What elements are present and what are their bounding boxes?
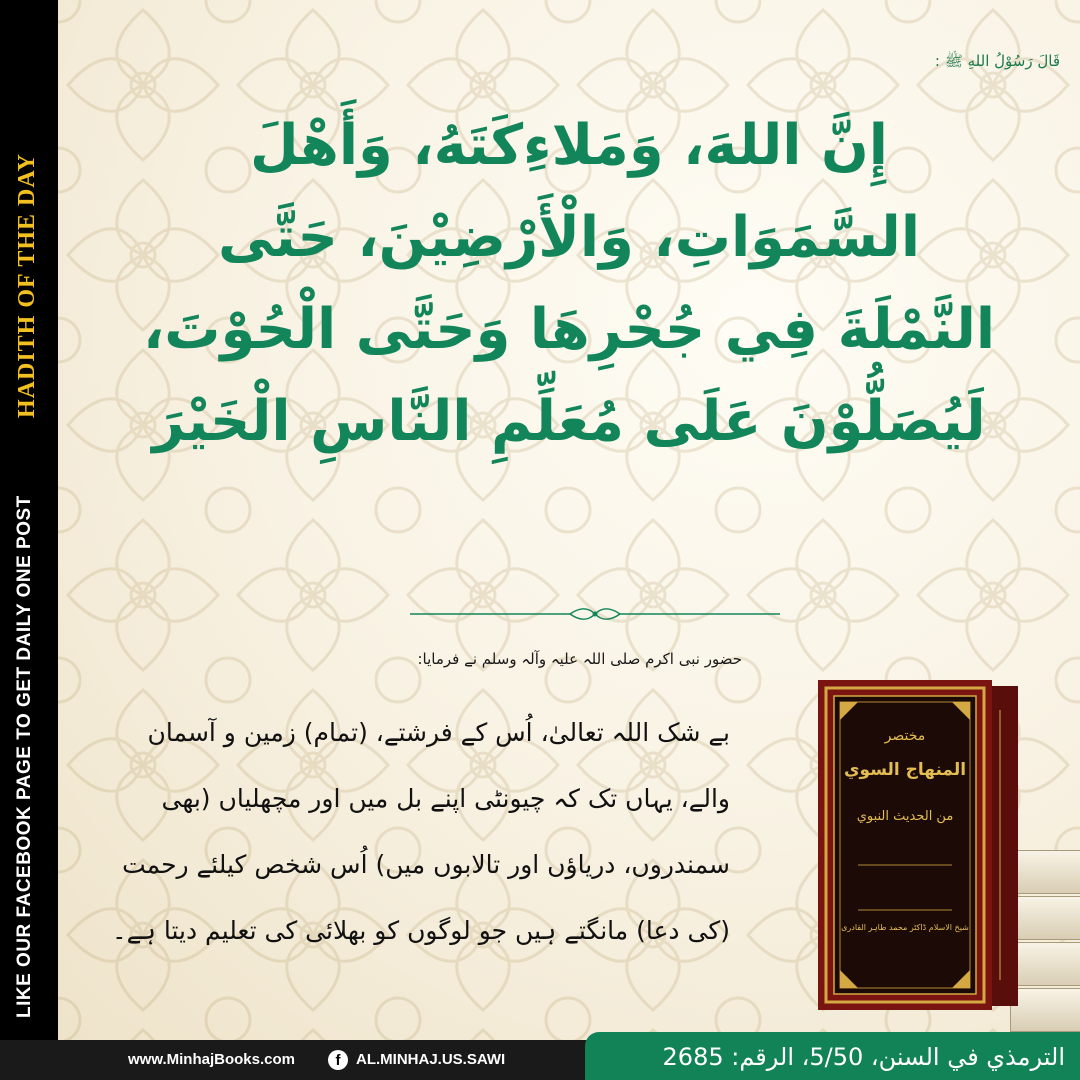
book-author: شیخ الاسلام ڈاکٹر محمد طاہر القادری bbox=[841, 923, 969, 932]
urdu-translation-line: والے، یہاں تک کہ چیونٹی اپنے بل میں اور مچھلیاں (بھی bbox=[161, 784, 730, 813]
hadith-arabic-line: السَّمَوَاتِ، وَالْأَرْضِيْنَ، حَتَّى bbox=[217, 205, 921, 270]
hadith-arabic-line: لَيُصَلُّوْنَ عَلَى مُعَلِّمِ النَّاسِ الْخَيْرَ bbox=[152, 389, 986, 454]
facebook-icon: f bbox=[328, 1050, 348, 1070]
facebook-handle-link[interactable]: AL.MINHAJ.US.SAWI bbox=[356, 1051, 506, 1068]
book-pages-stack bbox=[1010, 988, 1080, 1032]
facebook-cta-text: LIKE OUR FACEBOOK PAGE TO GET DAILY ONE POST bbox=[14, 495, 35, 1018]
book-title-main: المنهاج السوي bbox=[843, 760, 967, 780]
book-title-top: مختصر bbox=[884, 728, 926, 744]
urdu-translation-line: (کی دعا) مانگتے ہیں جو لوگوں کو بھلائی کی تعلیم دیتا ہے۔ bbox=[111, 916, 730, 945]
side-banner-text bbox=[0, 0, 58, 1080]
hadith-of-the-day-title: HADITH OF THE DAY bbox=[14, 153, 40, 418]
book-pages-stack bbox=[1010, 942, 1080, 986]
ornamental-divider bbox=[410, 607, 780, 621]
urdu-intro: حضور نبی اکرم صلی اللہ علیہ وآلہ وسلم نے فرمایا: bbox=[417, 650, 742, 668]
arabic-intro: قَالَ رَسُوْلُ اللهِ ﷺ : bbox=[934, 52, 1060, 70]
website-link[interactable]: www.MinhajBooks.com bbox=[128, 1051, 295, 1068]
urdu-translation-line: بے شک اللہ تعالیٰ، اُس کے فرشتے، (تمام) زمین و آسمان bbox=[147, 718, 730, 747]
footer-left bbox=[0, 1040, 620, 1080]
urdu-translation-line: سمندروں، دریاؤں اور تالابوں میں) اُس شخص کیلئے رحمت bbox=[122, 850, 730, 879]
hadith-arabic-line: إِنَّ اللهَ، وَمَلاءِكَتَهُ، وَأَهْلَ bbox=[250, 113, 888, 178]
book-cover bbox=[818, 680, 1018, 1010]
hadith-reference: الترمذي في السنن، 5/50، الرقم: 2685 bbox=[662, 1043, 1065, 1071]
hadith-arabic-text bbox=[90, 100, 1048, 468]
book-pages-stack bbox=[1010, 850, 1080, 894]
hadith-arabic-line: النَّمْلَةَ فِي جُحْرِهَا وَحَتَّى الْحُوْتَ، bbox=[142, 297, 996, 362]
book-title-sub: من الحديث النبوي bbox=[856, 809, 954, 824]
urdu-translation bbox=[80, 700, 730, 964]
book-pages-stack bbox=[1010, 896, 1080, 940]
